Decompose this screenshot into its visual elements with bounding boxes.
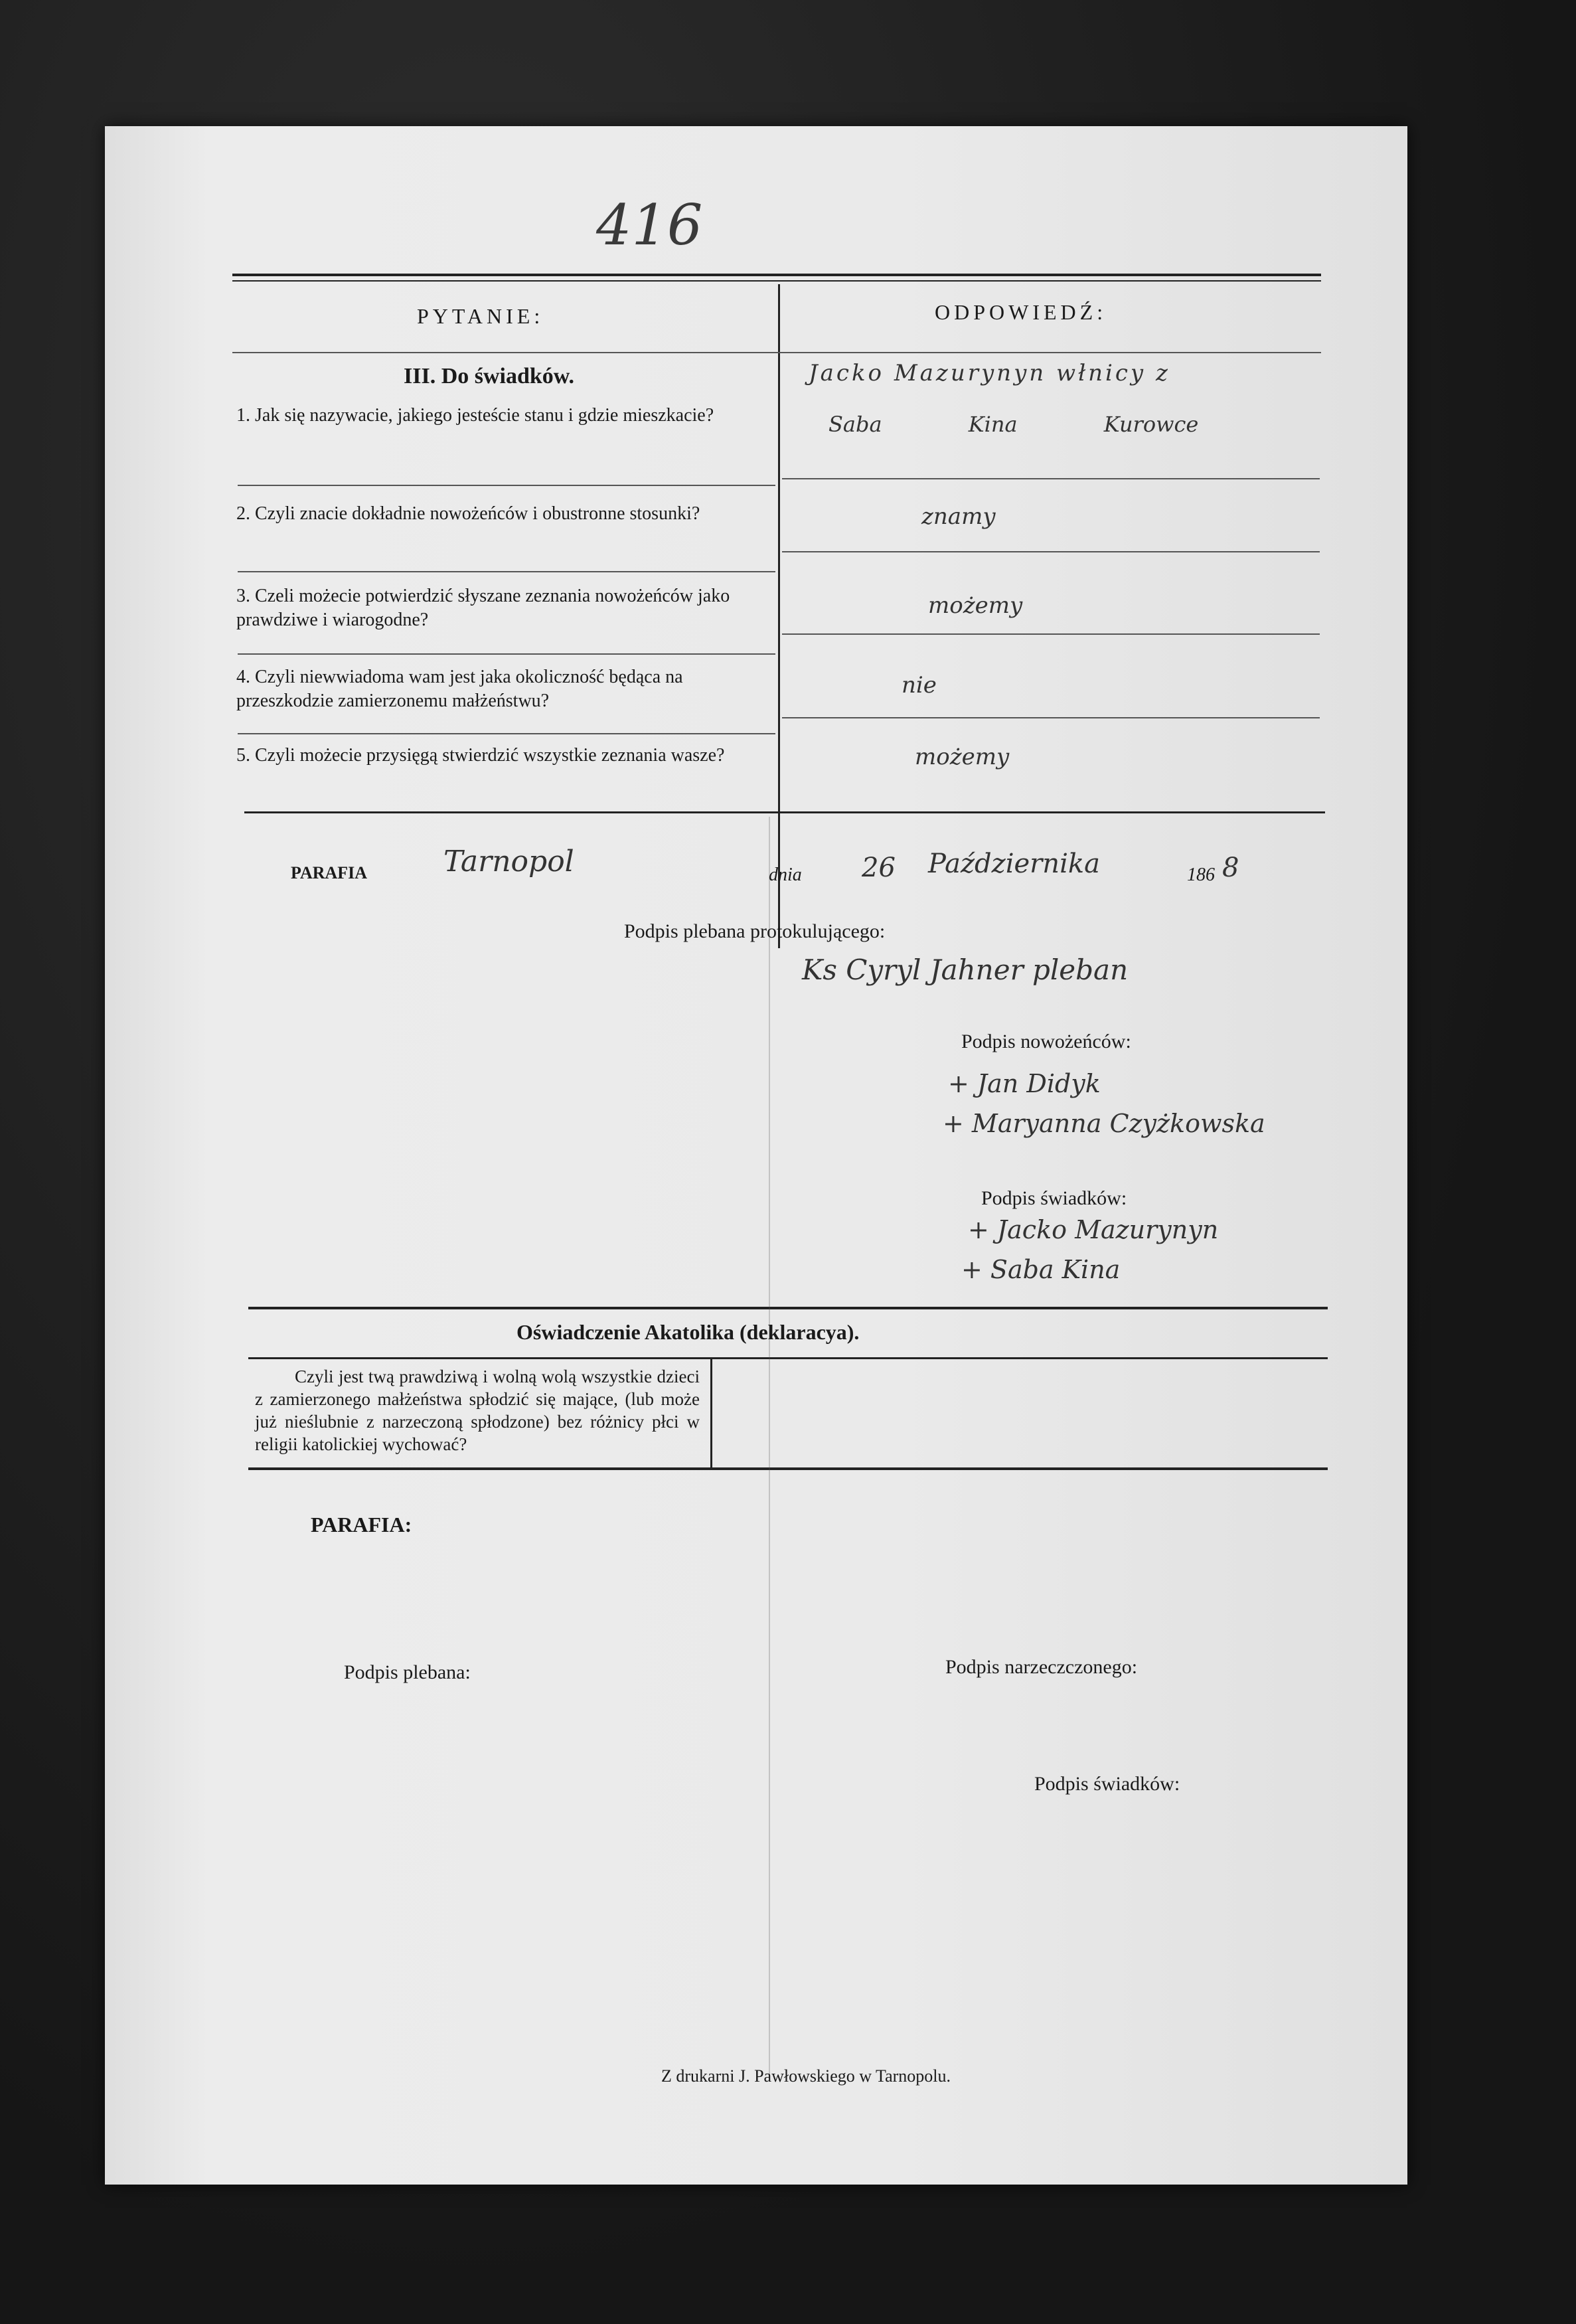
witnesses-signature-1: + Jacko Mazurynyn: [968, 1215, 1219, 1244]
section-title: III. Do świadków.: [404, 364, 574, 388]
question-text: Czyli możecie przysięgą stwierdzić wszystkie zeznania wasze?: [255, 745, 725, 766]
declaration-text: Czyli jest twą prawdziwą i wolną wolą wszystkie dzieci z zamierzonego małżeństwa spłodzić się mające, (lub może już nieślubnie z narzeczoną spłodzone) bez różnicy płci w religii katolickiej wychować?: [255, 1367, 700, 1454]
day-value: 26: [862, 853, 896, 883]
parish-label: PARAFIA: [291, 863, 368, 882]
newlyweds-signature-label: Podpis nowożeńców:: [961, 1031, 1131, 1052]
question-5: [236, 744, 774, 768]
bottom-witnesses-label: Podpis świadków:: [1034, 1773, 1180, 1795]
newlyweds-signature-1: + Jan Didyk: [948, 1069, 1101, 1098]
form-sheet: [105, 126, 1407, 2185]
month-value: Października: [928, 849, 1100, 879]
newlyweds-signature-2: + Maryanna Czyżkowska: [943, 1109, 1265, 1138]
question-2: [236, 502, 774, 526]
answer-4: nie: [902, 672, 937, 699]
declaration-title: Oświadczenie Akatolika (deklaracya).: [516, 1320, 860, 1344]
answer-column-header: ODPOWIEDŹ:: [935, 300, 1107, 324]
bottom-parish-label: PARAFIA:: [311, 1513, 412, 1536]
question-1: [236, 404, 767, 428]
answer-2: znamy: [921, 503, 996, 530]
priest-signature: Ks Cyryl Jahner pleban: [802, 954, 1129, 986]
question-number: 3.: [236, 586, 250, 606]
bottom-groom-label: Podpis narzeczczonego:: [945, 1656, 1138, 1678]
answer-5: możemy: [915, 744, 1010, 770]
answer-1-line-1: Jacko Mazurynyn włnicy z: [809, 360, 1170, 386]
question-number: 1.: [236, 405, 250, 426]
question-column-header: PYTANIE:: [417, 304, 544, 328]
parish-name: Tarnopol: [443, 845, 574, 878]
day-label: dnia: [769, 865, 802, 885]
witnesses-signature-2: + Saba Kina: [961, 1255, 1121, 1284]
question-number: 2.: [236, 503, 250, 524]
question-text: Czeli możecie potwierdzić słyszane zeznania nowożeńców jako prawdziwe i wiarogodne?: [236, 586, 730, 630]
question-number: 4.: [236, 667, 250, 687]
question-text: Jak się nazywacie, jakiego jesteście stanu i gdzie mieszkacie?: [255, 405, 714, 426]
bottom-priest-label: Podpis plebana:: [344, 1661, 471, 1683]
question-4: [236, 665, 774, 713]
question-text: Czyli niewwiadoma wam jest jaka okoliczność będąca na przeszkodzie zamierzonemu małżeństwu?: [236, 667, 683, 711]
year-suffix: 8: [1222, 853, 1239, 883]
priest-signature-label: Podpis plebana protokulującego:: [624, 920, 886, 942]
question-3: [236, 584, 774, 632]
answer-1-line-2: Saba Kina Kurowce: [828, 412, 1199, 437]
year-prefix: 186: [1187, 865, 1215, 885]
question-number: 5.: [236, 745, 250, 766]
answer-3: możemy: [928, 592, 1023, 619]
printer-imprint: Z drukarni J. Pawłowskiego w Tarnopolu.: [661, 2066, 951, 2086]
sheet-number: 416: [596, 193, 703, 258]
witnesses-signature-label: Podpis świadków:: [981, 1187, 1127, 1209]
question-text: Czyli znacie dokładnie nowożeńców i obustronne stosunki?: [255, 503, 700, 524]
